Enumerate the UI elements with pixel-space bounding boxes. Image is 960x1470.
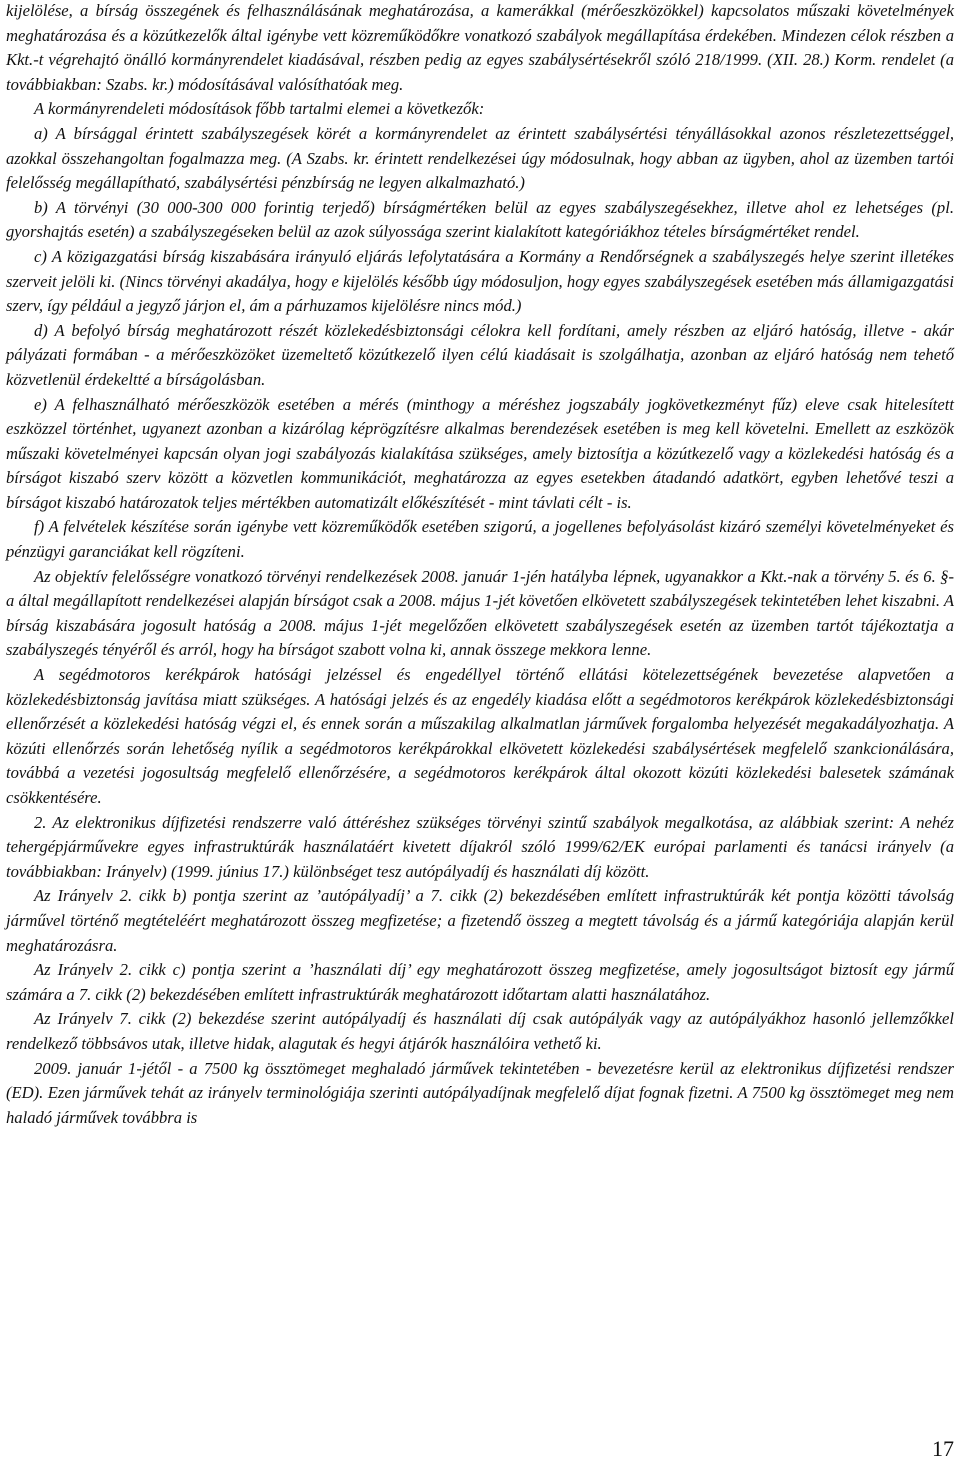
paragraph-electronic-toll: 2. Az elektronikus díjfizetési rendszerre való áttéréshez szükséges törvényi szintű szabályok megalkotása, az alábbiak szerint: A nehéz tehergépjárművekre egyes infrastruktúrák használatáért kivetett díjakról szóló 1999/62/EK európai parlamenti és tanácsi irányelv (a továbbiakban: Irányelv) (1999. június 17.) különbséget tesz autópályadíj és használati díj között.: [6, 812, 954, 881]
paragraph-a: a) A bírsággal érintett szabályszegések körét a kormányrendelet az érintett szabálysértési tényállásokkal azonos részletezettséggel, azokkal összehangoltan fogalmazza meg. (A Szabs. kr. érintett rendelkezései úgy módosulnak, hogy abban az ügyben, ahol az üzemben tartói felelősség megállapítható, szabálysértési pénzbírság ne legyen alkalmazható.): [6, 123, 954, 193]
paragraph-c: c) A közigazgatási bírság kiszabására irányuló eljárás lefolytatására a Kormány a Rendőrségnek a szabályszegés helye szerint illetékes szerveit jelöli ki. (Nincs törvényi akadálya, hogy e kijelölés később úgy módosuljon, hogy egyes szabályszegések esetében más államigazgatási szerv, így például a jegyző járjon el, ám a párhuzamos kijelölésre nincs mód.): [6, 246, 954, 316]
paragraph-d: d) A befolyó bírság meghatározott részét közlekedésbiztonsági célokra kell fordítani, amely részben az eljáró hatóság, illetve - akár pályázati formában - a mérőeszközöket üzemeltető közútkezelő ilyen célú kiadásait is szolgálhatja, azonban az eljáró hatóság nem tehető közvetlenül érdekeltté a bírságolásban.: [6, 320, 954, 389]
paragraph-2009: 2009. január 1-jétől - a 7500 kg össztömeget meghaladó járművek tekintetében - bevezetésre kerül az elektronikus díjfizetési rendszer (ED). Ezen járművek tehát az irányelv terminológiája szerinti autópályadíjnak megfelelő díjat fognak fizetni. A 7500 kg össztömeget meg nem haladó járművek továbbra is: [6, 1058, 954, 1127]
paragraph-b: b) A törvényi (30 000-300 000 forintig terjedő) bírságmértéken belül az egyes szabályszegésekhez, illetve ahol ez lehetséges (pl. gyorshajtás esetén) a szabályszegéseken belül az azok súlyossága szerint kialakított kategóriákhoz tételes bírságmértéket rendel.: [6, 197, 954, 242]
page-number: 17: [932, 1436, 954, 1461]
document-page: [6, 0, 954, 1470]
paragraph-directive-toll: Az Irányelv 2. cikk b) pontja szerint az ’autópályadíj’ a 7. cikk (2) bekezdésében említett infrastruktúrák két pontja közötti távolság járművel történő megtételéért meghatározott összeg megfizetése; a fizetendő összeg a megtett távolság és a jármű kategóriája alapján kerül meghatározásra.: [6, 886, 954, 955]
paragraph-mopeds: A segédmotoros kerékpárok hatósági jelzéssel és engedéllyel történő ellátási kötelezettségének bevezetése alapvetően a közlekedésbiztonság javítása miatt szükséges. A hatósági jelzés és az engedély kiadása előtt a segédmotoros kerékpárok közlekedésbiztonsági ellenőrzését a közlekedési hatóság végzi el, és ennek során a műszakilag alkalmatlan járművek forgalomba helyezését megakadályozhatja. A közúti ellenőrzés során lehetőség nyílik a segédmotoros kerékpárokkal elkövetett közlekedési szabálysértések megfelelő szankcionálására, továbbá a vezetési jogosultság megfelelő ellenőrzésére, a segédmotoros kerékpárok által okozott közúti közlekedési balesetek számának csökkentésére.: [6, 665, 954, 807]
paragraph-intro: A kormányrendeleti módosítások főbb tartalmi elemei a következők:: [34, 99, 485, 119]
paragraph-directive-user-charge: Az Irányelv 2. cikk c) pontja szerint a ’használati díj’ egy meghatározott összeg megfizetése, amely jogosultságot biztosít egy jármű számára a 7. cikk (2) bekezdésében említett infrastruktúrák meghatározott időtartam alatti használatához.: [6, 960, 954, 1004]
paragraph-objective-liability: Az objektív felelősségre vonatkozó törvényi rendelkezések 2008. január 1-jén hatályba lépnek, ugyanakkor a Kkt.-nak a törvény 5. és 6. §-a által megállapított rendelkezései alapján bírságot csak a 2008. május 1-jét követően elkövetett szabályszegések tekintetében lehet kiszabni. A bírság kiszabására jogosult hatóság a 2008. május 1-jét megelőzően elkövetett szabályszegések esetén az üzemben tartót tájékoztatja a szabályszegés tényéről és arról, hogy ha bírságot szabott volna ki, annak összege mekkora lenne.: [6, 566, 954, 660]
paragraph-directive-article-7: Az Irányelv 7. cikk (2) bekezdése szerint autópályadíj és használati díj csak autópályák vagy az autópályákhoz hasonló jellemzőkkel rendelkező többsávos utak, illetve hidak, alagutak és hegyi átjárók használóira vethető ki.: [6, 1009, 954, 1053]
paragraph-e: e) A felhasználható mérőeszközök esetében a mérés (minthogy a méréshez jogszabály jogkövetkezményt fűz) eleve csak hitelesített eszközzel történhet, ugyanezt azonban a kizárólag képrögzítésre alkalmas berendezések esetében is meg kell követelni. Emellett az eszközök műszaki követelményei kapcsán olyan jogi szabályozás kialakítása szükséges, amely biztosítja a közútkezelő vagy a közlekedési hatóság és a bírságot kiszabó szerv között a közvetlen kommunikációt, meghatározza az egyes esetekben átadandó adatkört, egyben lehetővé teszi a bírságot kiszabó határozatok teljes mértékben automatizált előkészítését - mint távlati célt - is.: [6, 394, 954, 512]
paragraph-f: f) A felvételek készítése során igénybe vett közreműködők esetében szigorú, a jogellenes befolyásolást kizáró személyi követelményeket és pénzügyi garanciákat kell rögzíteni.: [6, 517, 954, 562]
paragraph-continuation: kijelölése, a bírság összegének és felhasználásának meghatározása, a kamerákkal (mérőeszközökkel) kapcsolatos műszaki követelmények meghatározása és a közútkezelők által igénybe vett közreműködőkre vonatkozó szabályok megállapítása érdekében. Mindezen célok részben a Kkt.-t végrehajtó önálló kormányrendelet kiadásával, részben pedig az egyes szabálysértésekről szóló 218/1999. (XII. 28.) Korm. rendelet (a továbbiakban: Szabs. kr.) módosításával valósíthatóak meg.: [6, 1, 954, 94]
